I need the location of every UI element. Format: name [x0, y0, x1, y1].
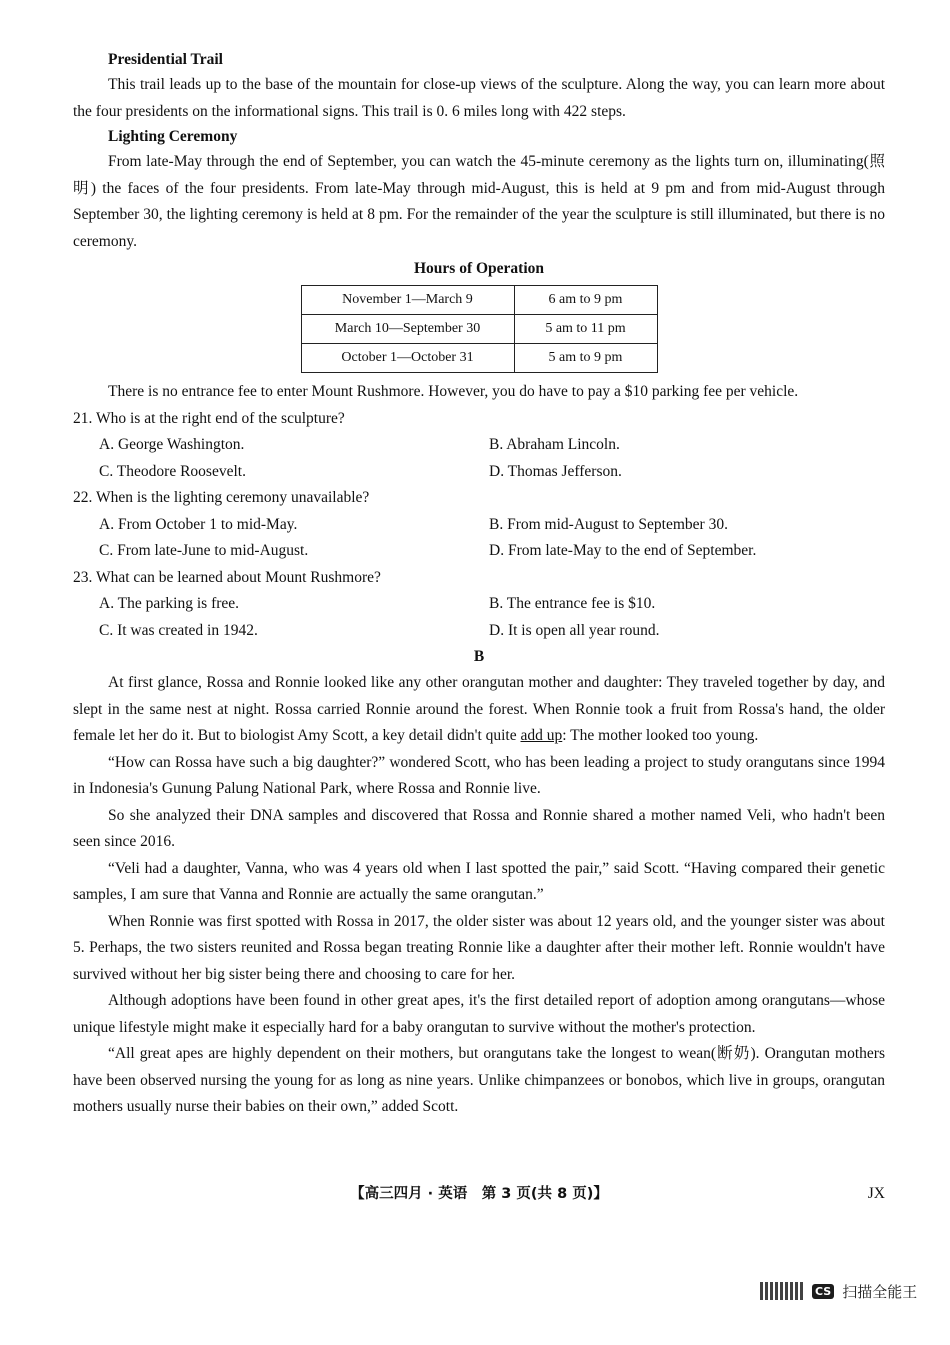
- passage-paragraph: [73, 670, 885, 750]
- option-d: D. Thomas Jefferson.: [489, 462, 622, 480]
- hours-time: 6 am to 9 pm: [514, 286, 657, 315]
- option-c: C. From late-June to mid-August.: [99, 542, 309, 559]
- question-23: [73, 565, 885, 645]
- hours-period: March 10—September 30: [301, 315, 514, 344]
- option-c: C. Theodore Roosevelt.: [99, 462, 246, 480]
- underlined-phrase: add up: [520, 727, 563, 744]
- passage-paragraph: “Veli had a daughter, Vanna, who was 4 years old when I last spotted the pair,” said Scott. “Having compared their genetic samples, I am sure that Vanna and Ronnie are actually the same orangutan.”: [73, 859, 885, 903]
- option-d: D. From late-May to the end of September.: [489, 542, 757, 559]
- passage-paragraph: Although adoptions have been found in other great apes, it's the first detailed report of adoption among orangutans—whose unique lifestyle might make it especially hard for a baby orangutan to survive without the mother's protection.: [73, 992, 885, 1036]
- question-stem: 22. When is the lighting ceremony unavailable?: [73, 489, 370, 506]
- option-b: B. The entrance fee is $10.: [489, 595, 656, 612]
- hours-time: 5 am to 9 pm: [514, 344, 657, 373]
- passage-paragraph: “How can Rossa have such a big daughter?” wondered Scott, who has been leading a project to study orangutans since 1994 in Indonesia's Gunung Palung National Park, where Rossa and Ronnie live.: [73, 753, 885, 797]
- question-stem: 23. What can be learned about Mount Rushmore?: [73, 568, 381, 586]
- lighting-heading: Lighting Ceremony: [108, 128, 238, 145]
- hours-period: October 1—October 31: [301, 344, 514, 373]
- option-c: C. It was created in 1942.: [99, 621, 258, 639]
- table-row: [301, 344, 657, 373]
- passage-paragraph: When Ronnie was first spotted with Rossa in 2017, the older sister was about 12 years old, and the younger sister was about 5. Perhaps, the two sisters reunited and Rossa began treating Ronnie like a daughter after their mother left. Ronnie wouldn't have survived without her big sister being there and choosing to care for her.: [73, 912, 885, 983]
- page-number: 【高三四月 · 英语 第 3 页(共 8 页)】: [350, 1186, 608, 1202]
- exam-code: JX: [867, 1185, 885, 1202]
- hours-table: [301, 285, 658, 373]
- section-label: B: [473, 648, 485, 665]
- option-d: D. It is open all year round.: [489, 621, 660, 639]
- trail-paragraph: This trail leads up to the base of the mountain for close-up views of the sculpture. Along the way, you can learn more about the four presidents on the informational signs. This trail is 0. 6 miles long with 422 steps.: [73, 76, 885, 120]
- scanner-watermark: [760, 1280, 930, 1302]
- scanner-text: 扫描全能王: [842, 1282, 918, 1301]
- option-b: B. Abraham Lincoln.: [489, 436, 620, 453]
- lighting-paragraph: From late-May through the end of September, you can watch the 45-minute ceremony as the lights turn on, illuminating(照明) the faces of the four presidents. From late-May through mid-August, this is held at 9 pm and from mid-August through September 30, the lighting ceremony is held at 8 pm. For the remainder of the year the sculpture is still illuminated, but there is no ceremony.: [73, 153, 885, 250]
- hours-period: November 1—March 9: [301, 286, 514, 315]
- qr-code-icon: [760, 1282, 804, 1300]
- table-row: [301, 315, 657, 344]
- option-a: A. George Washington.: [99, 436, 245, 453]
- hours-time: 5 am to 11 pm: [514, 315, 657, 344]
- exam-page: [73, 48, 885, 1121]
- hours-title: Hours of Operation: [413, 260, 545, 277]
- trail-heading: Presidential Trail: [108, 51, 223, 68]
- option-b: B. From mid-August to September 30.: [489, 515, 728, 533]
- option-a: A. The parking is free.: [99, 595, 240, 612]
- passage-paragraph: “All great apes are highly dependent on their mothers, but orangutans take the longest to wean(断奶). Orangutan mothers have been observed nursing the young for as long as nine years. Unlike chimpanzees or bonobos, which live in groups, orangutan mothers usually nurse their babies on their own,” added Scott.: [73, 1045, 885, 1115]
- camscanner-logo-icon: CS: [812, 1284, 834, 1299]
- passage-text: : The mother looked too young.: [562, 727, 759, 744]
- table-row: [301, 286, 657, 315]
- question-stem: 21. Who is at the right end of the sculpture?: [73, 409, 345, 427]
- question-22: [73, 485, 885, 565]
- passage-text: At first glance, Rossa and Ronnie looked like any other orangutan mother and daughter: They traveled together by day, and slept in the same nest at night. Rossa carried Ronnie around the forest. When Ronnie took a fruit from Rossa's hand, the older female let her do it. But to biologist Amy Scott, a key detail didn't quite: [73, 674, 885, 744]
- option-a: A. From October 1 to mid-May.: [99, 515, 298, 533]
- passage-paragraph: So she analyzed their DNA samples and discovered that Rossa and Ronnie shared a mother named Veli, who hadn't been seen since 2016.: [73, 806, 885, 850]
- fee-note: There is no entrance fee to enter Mount Rushmore. However, you do have to pay a $10 parking fee per vehicle.: [108, 383, 799, 400]
- question-21: [73, 406, 885, 486]
